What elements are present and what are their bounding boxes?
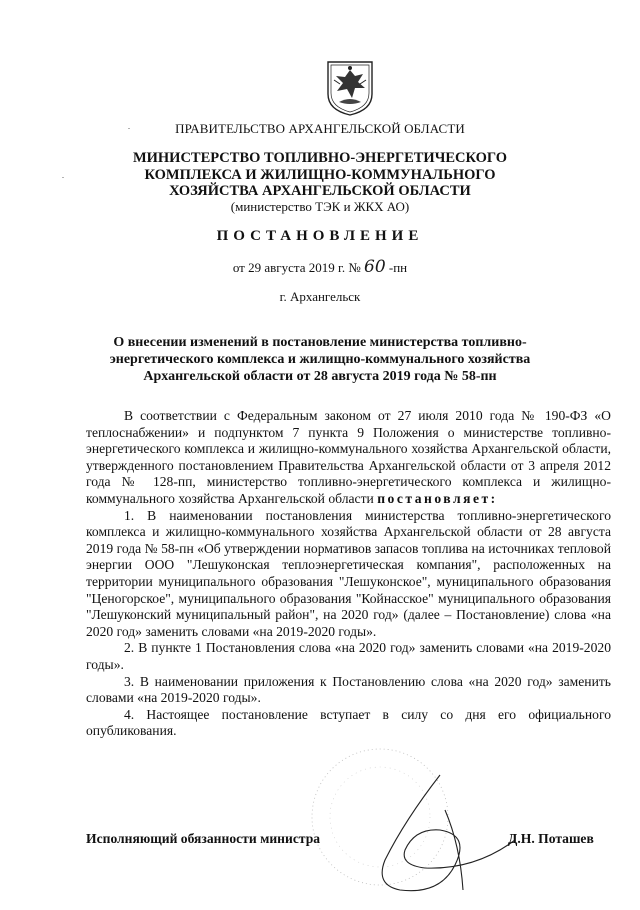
signer-name: Д.Н. Поташев xyxy=(508,831,594,846)
document-subject xyxy=(0,334,640,385)
preamble-text: В соответствии с Федеральным законом от 27 июля 2010 года № 190-ФЗ «О теплоснабжении» и подпунктом 7 пункта 9 Положения о министерстве топливно-энергетического комплекса и жилищно-коммунального хозяйства Архангельской области, утвержденного постановлением Правительства Архангельской области от 3 апреля 2012 года № 128-пп, министерство топливно-энергетического комплекса и жилищно-коммунального хозяйства Архангельской области xyxy=(86,408,611,506)
subject-line: Архангельской области от 28 августа 2019 года № 58-пн xyxy=(143,369,497,384)
ministry-title-line: МИНИСТЕРСТВО ТОПЛИВНО-ЭНЕРГЕТИЧЕСКОГО xyxy=(132,150,508,166)
subject-line: О внесении изменений в постановление министерства топливно- xyxy=(113,335,527,350)
margin-mark: . xyxy=(128,122,130,131)
item-paragraph: 3. В наименовании приложения к Постановлению слова «на 2020 год» заменить словами «на 2019-2020 годы». xyxy=(86,673,611,706)
item-paragraph: 4. Настоящее постановление вступает в силу со дня его официального опубликования. xyxy=(86,706,611,739)
date-suffix: -пн xyxy=(385,260,408,275)
document-type: ПОСТАНОВЛЕНИЕ xyxy=(216,228,424,244)
document-date xyxy=(0,257,640,277)
margin-mark: . xyxy=(62,171,64,180)
handwritten-number: 60 xyxy=(364,257,386,277)
preamble-paragraph xyxy=(86,408,611,508)
date-prefix: от 29 августа 2019 г. № xyxy=(232,260,361,275)
government-name: ПРАВИТЕЛЬСТВО АРХАНГЕЛЬСКОЙ ОБЛАСТИ xyxy=(175,121,465,136)
ministry-title-line: КОМПЛЕКСА И ЖИЛИЩНО-КОММУНАЛЬНОГО xyxy=(144,166,496,183)
document-body xyxy=(86,408,611,740)
subject-line: энергетического комплекса и жилищно-коммунального хозяйства xyxy=(109,352,531,367)
ministry-abbreviation: (министерство ТЭК и ЖКХ АО) xyxy=(230,199,410,214)
coat-of-arms-emblem xyxy=(325,58,375,116)
ministry-title-line: ХОЗЯЙСТВА АРХАНГЕЛЬСКОЙ ОБЛАСТИ xyxy=(169,183,471,199)
item-paragraph: 1. В наименовании постановления министерства топливно-энергетического комплекса и жилищно-коммунального хозяйства Архангельской области от 28 августа 2019 года № 58-пн «Об утверждении нормативов запасов топлива на источниках тепловой энергии ООО "Лешуконская теплоэнергетическая компания", расположенных на территории муниципального образования "Лешуконское", муниципального образования "Ценогорское", муниципального образования "Койнасское" муниципального образования "Лешуконский муниципальный район", на 2020 год» (далее – Постановление) слова «на 2020 год» заменить словами «на 2019-2020 годы». xyxy=(86,507,611,639)
document-city: г. Архангельск xyxy=(279,289,361,304)
ministry-title xyxy=(0,150,640,200)
item-paragraph: 2. В пункте 1 Постановления слова «на 2020 год» заменить словами «на 2019-2020 годы». xyxy=(86,640,611,672)
signer-position: Исполняющий обязанности министра xyxy=(86,831,321,846)
handwritten-signature xyxy=(345,770,535,905)
preamble-keyword: постановляет: xyxy=(377,490,498,506)
